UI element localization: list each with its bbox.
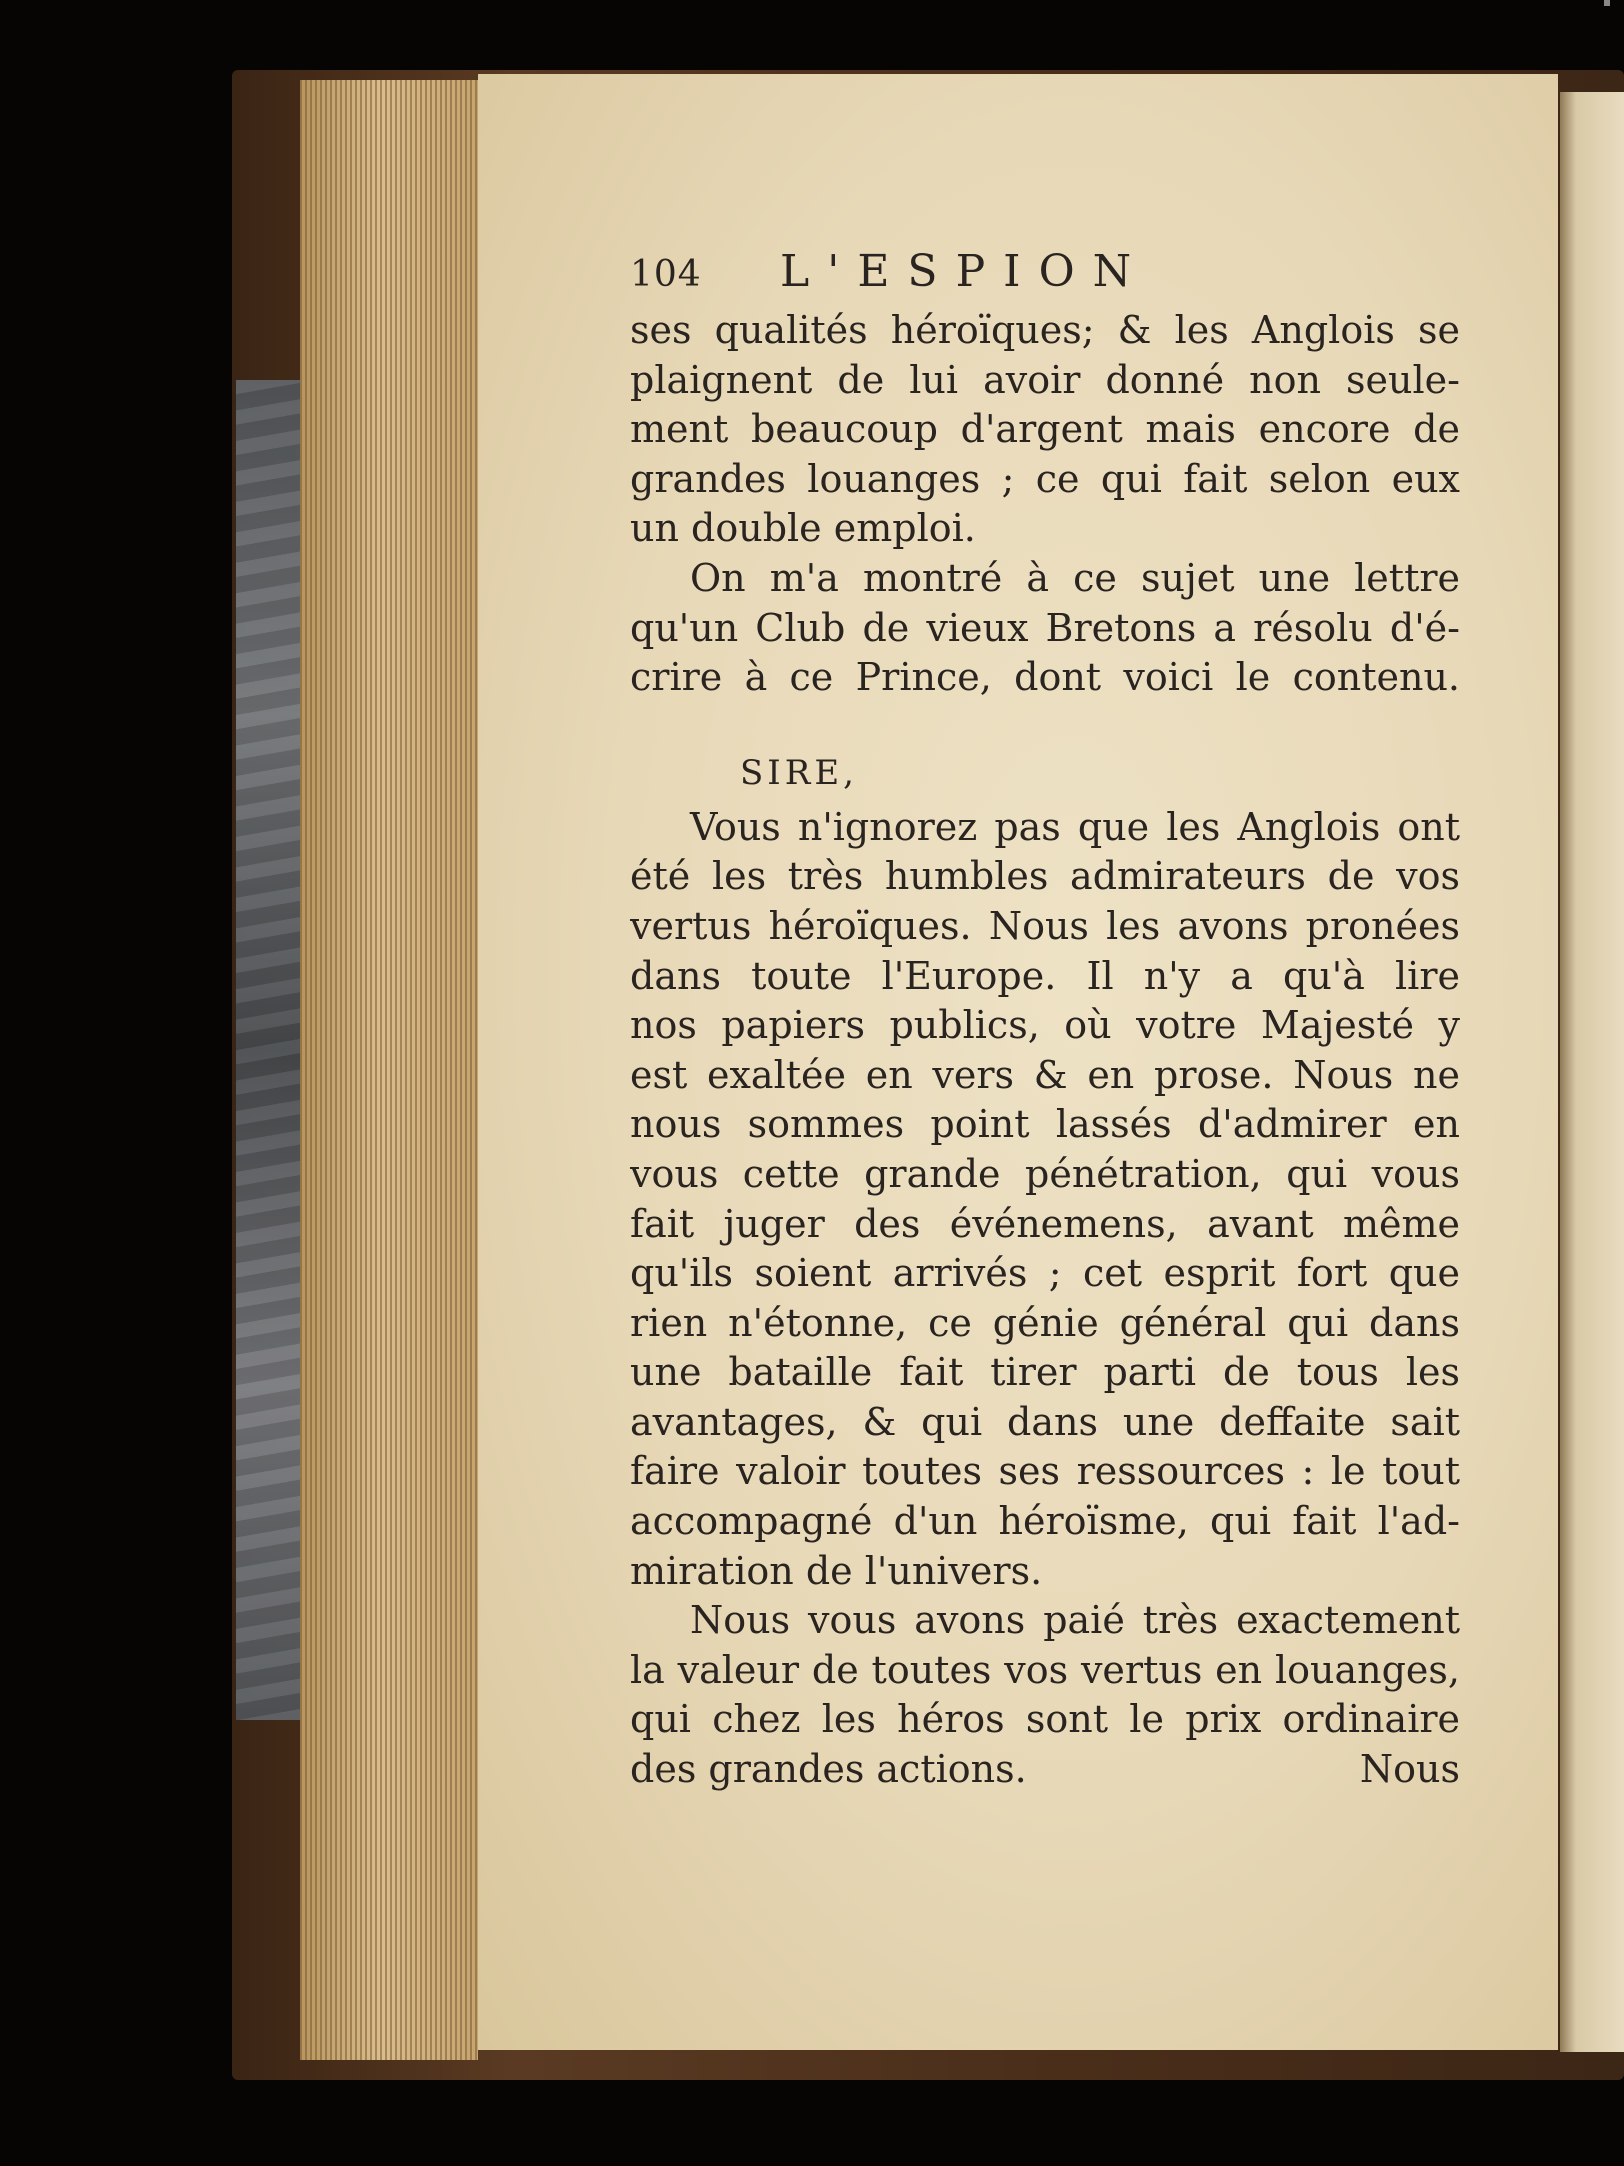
- page-number: 104: [630, 254, 702, 295]
- text-line: Nous vous avons paié très exactement: [690, 1598, 1460, 1643]
- catchword: Nous: [1359, 1747, 1460, 1792]
- text-line: est exaltée en vers & en prose. Nous ne: [630, 1052, 1460, 1097]
- text-line: crire à ce Prince, dont voici le contenu.: [630, 655, 1460, 700]
- text-line: On m'a montré à ce sujet une lettre: [690, 555, 1460, 600]
- last-line-text: des grandes actions.: [630, 1747, 1027, 1792]
- text-line: faire valoir toutes ses ressources : le tout: [630, 1449, 1460, 1494]
- text-line: miration de l'univers.: [630, 1548, 1043, 1593]
- page-text: [630, 246, 1460, 1795]
- text-line: rien n'étonne, ce génie général qui dans: [630, 1300, 1460, 1345]
- letter-salutation: SIRE,: [740, 752, 858, 793]
- text-line: vertus héroïques. Nous les avons pronées: [630, 903, 1460, 948]
- facing-page-edge: [1560, 92, 1624, 2052]
- text-line: qui chez les héros sont le prix ordinaire: [630, 1697, 1460, 1742]
- text-line: vous cette grande pénétration, qui vous: [630, 1151, 1460, 1196]
- text-line: fait juger des événemens, avant même: [630, 1201, 1460, 1246]
- text-line: qu'ils soient arrivés ; cet esprit fort que: [630, 1251, 1460, 1296]
- text-line: avantages, & qui dans une deffaite sait: [630, 1399, 1460, 1444]
- text-line: un double emploi.: [630, 506, 976, 551]
- text-line: une bataille fait tirer parti de tous les: [630, 1350, 1460, 1395]
- text-line: nos papiers publics, où votre Majesté y: [630, 1003, 1460, 1048]
- corner-mark: [1604, 0, 1610, 6]
- text-line: qu'un Club de vieux Bretons a résolu d'é-: [630, 605, 1460, 650]
- text-line: plaignent de lui avoir donné non seule-: [630, 357, 1460, 402]
- running-title: L'ESPION: [780, 246, 1150, 297]
- text-line: nous sommes point lassés d'admirer en: [630, 1102, 1460, 1147]
- text-line: Vous n'ignorez pas que les Anglois ont: [690, 804, 1460, 849]
- text-line: ment beaucoup d'argent mais encore de: [630, 407, 1460, 452]
- text-line: été les très humbles admirateurs de vos: [630, 854, 1460, 899]
- page-edges: [300, 80, 478, 2060]
- text-line: ses qualités héroïques; & les Anglois se: [630, 308, 1460, 352]
- running-header: [630, 246, 1460, 306]
- text-line: grandes louanges ; ce qui fait selon eux: [630, 456, 1460, 501]
- text-line: la valeur de toutes vos vertus en louanges,: [630, 1647, 1460, 1692]
- text-line: dans toute l'Europe. Il n'y a qu'à lire: [630, 953, 1460, 998]
- text-line: accompagné d'un héroïsme, qui fait l'ad-: [630, 1499, 1460, 1544]
- last-line: [630, 1745, 1460, 1795]
